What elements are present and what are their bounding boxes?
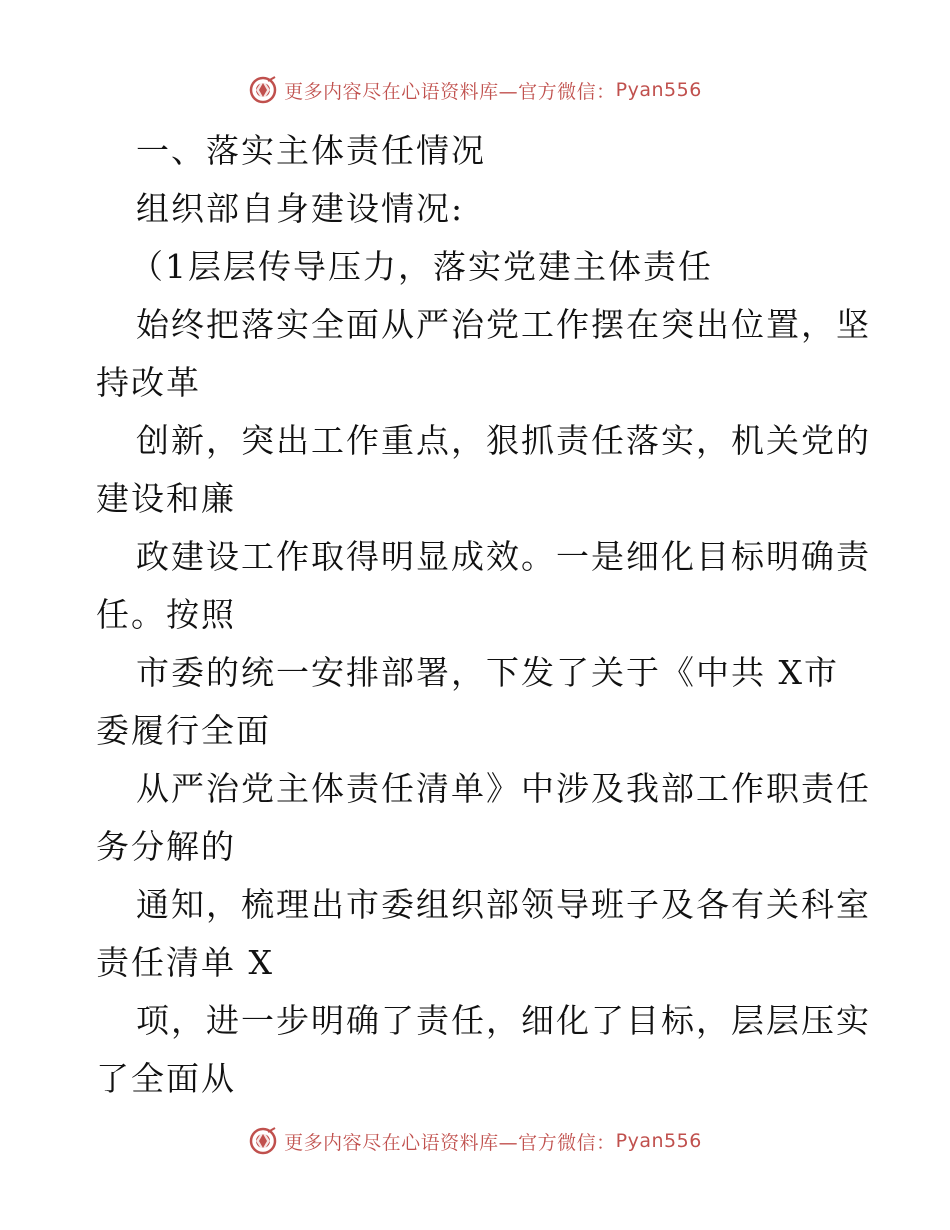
pen-nib-logo-icon <box>248 75 278 105</box>
paragraph-line: 持改革 <box>96 363 201 402</box>
paragraph-line: 务分解的 <box>96 827 236 866</box>
paragraph-line: 创新，突出工作重点，狠抓责任落实，机关党的 <box>136 421 871 460</box>
watermark-id: Pyan556 <box>615 79 702 101</box>
paragraph-line: 政建设工作取得明显成效。一是细化目标明确责 <box>136 537 871 576</box>
paragraph-line: 项，进一步明确了责任，细化了目标，层层压实 <box>136 1001 871 1040</box>
paragraph-line: 建设和廉 <box>96 479 236 518</box>
watermark-id: Pyan556 <box>615 1130 702 1152</box>
document-body <box>96 122 871 1108</box>
watermark-text: 更多内容尽在心语资料库—官方微信： <box>284 1131 616 1154</box>
pen-nib-logo-icon <box>248 1126 278 1156</box>
paragraph-line: 任。按照 <box>96 595 236 634</box>
paragraph-line: 从严治党主体责任清单》中涉及我部工作职责任 <box>136 769 871 808</box>
watermark-header <box>0 73 950 107</box>
paragraph-line: 通知，梳理出市委组织部领导班子及各有关科室 <box>136 885 871 924</box>
item-heading: （1层层传导压力，落实党建主体责任 <box>130 247 713 286</box>
paragraph-line: 了全面从 <box>96 1059 236 1098</box>
paragraph-line: 责任清单 X <box>96 943 274 982</box>
section-heading: 一、落实主体责任情况 <box>136 131 486 170</box>
paragraph-line: 委履行全面 <box>96 711 271 750</box>
watermark-footer <box>0 1124 950 1158</box>
paragraph-line: 始终把落实全面从严治党工作摆在突出位置，坚 <box>136 305 871 344</box>
paragraph-line: 市委的统一安排部署，下发了关于《中共 X市 <box>136 653 839 692</box>
watermark-text: 更多内容尽在心语资料库—官方微信： <box>284 80 616 103</box>
subsection-heading: 组织部自身建设情况: <box>136 189 465 228</box>
